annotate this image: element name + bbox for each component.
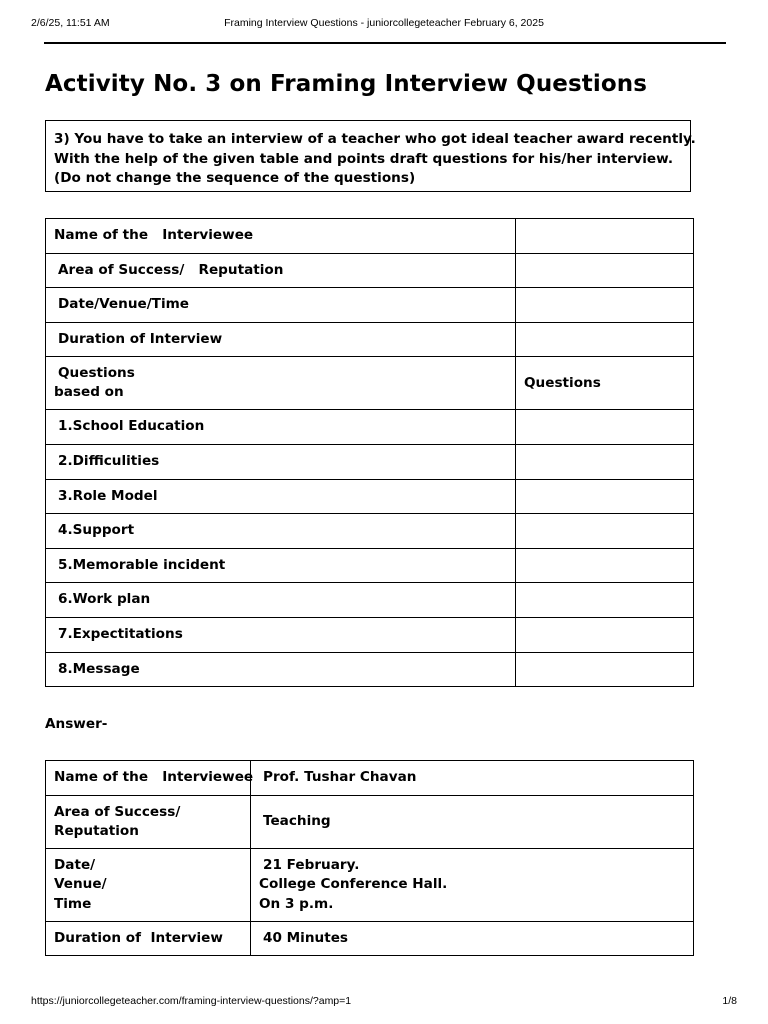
point-label: 3.Role Model (46, 479, 516, 514)
table-row (46, 583, 694, 618)
page-url: https://juniorcollegeteacher.com/framing-interview-questions/?amp=1 (31, 995, 352, 1007)
header-divider (44, 42, 726, 44)
page-title: Activity No. 3 on Framing Interview Questions (45, 71, 648, 97)
point-label: 4.Support (46, 514, 516, 549)
venue-label: Venue/ (54, 876, 107, 893)
area-value: Teaching (251, 796, 694, 849)
table-row (46, 922, 694, 956)
table-header-row (46, 357, 694, 410)
row-label: Date/Venue/Time (46, 288, 516, 323)
point-label: 6.Work plan (46, 583, 516, 618)
blank-cell (516, 444, 694, 479)
questions-column-header: Questions (516, 357, 694, 410)
blank-cell (516, 617, 694, 652)
date-label-cell (46, 849, 251, 922)
blank-cell (516, 410, 694, 445)
questions-label: Questions (58, 364, 135, 381)
point-label: 7.Expectitations (46, 617, 516, 652)
based-on-label: based on (54, 384, 124, 401)
answer-label: Answer- (45, 716, 108, 732)
print-title: Framing Interview Questions - juniorcollegeteacher February 6, 2025 (224, 17, 544, 29)
table-row (46, 652, 694, 687)
table-row (46, 761, 694, 796)
point-label: 1.School Education (46, 410, 516, 445)
blank-cell (516, 288, 694, 323)
row-label: Area of Success/ Reputation (46, 253, 516, 288)
prompt-box (45, 120, 696, 192)
prompt-line: 3) You have to take an interview of a teacher who got ideal teacher award recently. (54, 131, 696, 147)
table-row (46, 796, 694, 849)
area-label: Area of Success/ (54, 803, 181, 820)
table-row (46, 514, 694, 549)
table-row (46, 322, 694, 357)
table-row (46, 444, 694, 479)
blank-cell (516, 514, 694, 549)
blank-cell (516, 253, 694, 288)
date-value-cell (251, 849, 694, 922)
question-template-table (45, 218, 694, 687)
prompt-line: (Do not change the sequence of the questions) (54, 170, 416, 186)
name-value: Prof. Tushar Chavan (251, 761, 694, 796)
print-datetime: 2/6/25, 11:51 AM (31, 17, 110, 29)
name-label: Name of the Interviewee (46, 761, 251, 796)
date-label: Date/ (54, 856, 96, 873)
print-header (31, 17, 737, 31)
time-value: On 3 p.m. (259, 895, 334, 912)
blank-cell (516, 219, 694, 254)
time-label: Time (54, 895, 92, 912)
date-value: 21 February. (263, 856, 360, 873)
blank-cell (516, 479, 694, 514)
blank-cell (516, 583, 694, 618)
page-number: 1/8 (722, 995, 737, 1007)
table-row (46, 479, 694, 514)
table-row (46, 219, 694, 254)
point-label: 5.Memorable incident (46, 548, 516, 583)
duration-label: Duration of Interview (46, 922, 251, 956)
table-row (46, 253, 694, 288)
row-label: Duration of Interview (46, 322, 516, 357)
prompt-line: With the help of the given table and points draft questions for his/her interview. (54, 150, 673, 167)
table-row (46, 617, 694, 652)
blank-cell (516, 322, 694, 357)
point-label: 8.Message (46, 652, 516, 687)
venue-value: College Conference Hall. (259, 876, 448, 893)
duration-value: 40 Minutes (251, 922, 694, 956)
table-row (46, 288, 694, 323)
area-label: Reputation (54, 823, 139, 839)
blank-cell (516, 652, 694, 687)
blank-cell (516, 548, 694, 583)
table-row (46, 849, 694, 922)
questions-based-on-cell (46, 357, 516, 410)
area-label-cell (46, 796, 251, 849)
point-label: 2.Difficulities (46, 444, 516, 479)
table-row (46, 410, 694, 445)
table-row (46, 548, 694, 583)
answer-table (45, 760, 694, 956)
row-label: Name of the Interviewee (46, 219, 516, 254)
